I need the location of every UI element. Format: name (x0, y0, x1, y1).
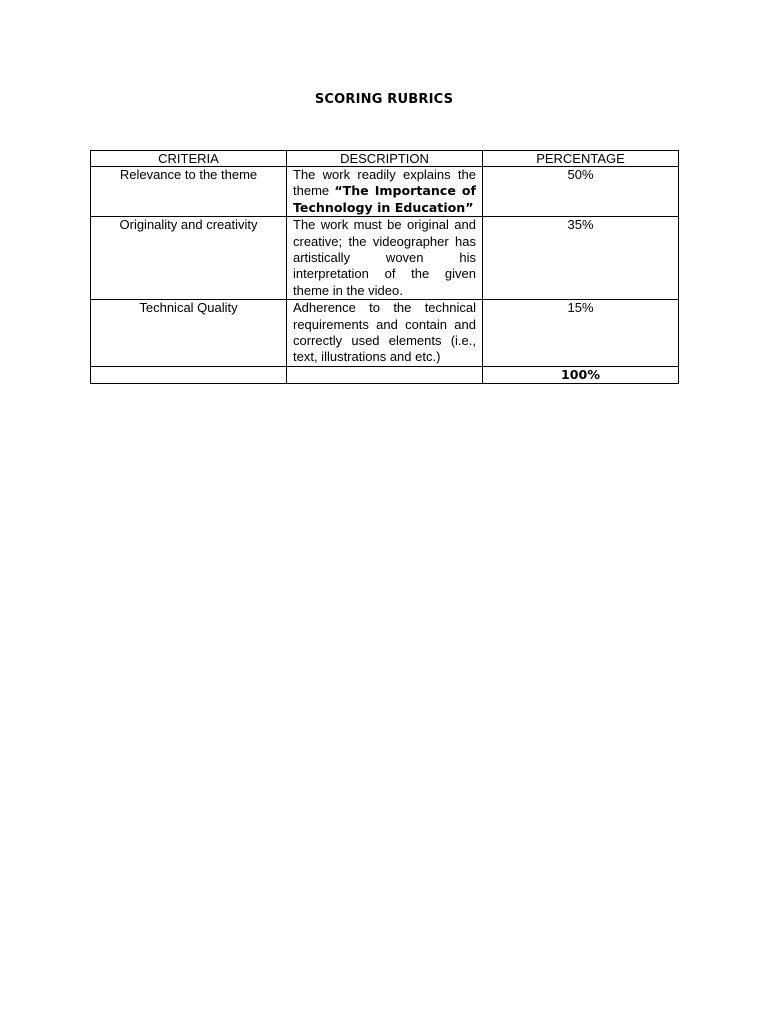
theme-title: “The Importance of Technology in Education” (293, 183, 476, 215)
table-header-row (91, 151, 679, 167)
total-row (91, 366, 679, 383)
table-row (91, 167, 679, 217)
description-cell (287, 167, 483, 217)
percentage-cell: 15% (483, 300, 679, 367)
header-criteria: CRITERIA (91, 151, 287, 167)
table-row (91, 217, 679, 300)
description-cell: The work must be original and creative; the videographer has artistically woven his interpretation of the given theme in the video. (287, 217, 483, 300)
table-row (91, 300, 679, 367)
criteria-cell: Relevance to the theme (91, 167, 287, 217)
criteria-cell: Technical Quality (91, 300, 287, 367)
total-percentage: 100% (483, 366, 679, 383)
page-title: SCORING RUBRICS (314, 92, 454, 107)
header-percentage: PERCENTAGE (483, 151, 679, 167)
empty-cell (287, 366, 483, 383)
criteria-cell: Originality and creativity (91, 217, 287, 300)
percentage-cell: 35% (483, 217, 679, 300)
description-cell: Adherence to the technical requirements and contain and correctly used elements (i.e., text, illustrations and etc.) (287, 300, 483, 367)
empty-cell (91, 366, 287, 383)
description-text: The work readily explains the theme (293, 167, 476, 199)
header-description: DESCRIPTION (287, 151, 483, 167)
percentage-cell: 50% (483, 167, 679, 217)
scoring-rubric-table (90, 150, 679, 384)
